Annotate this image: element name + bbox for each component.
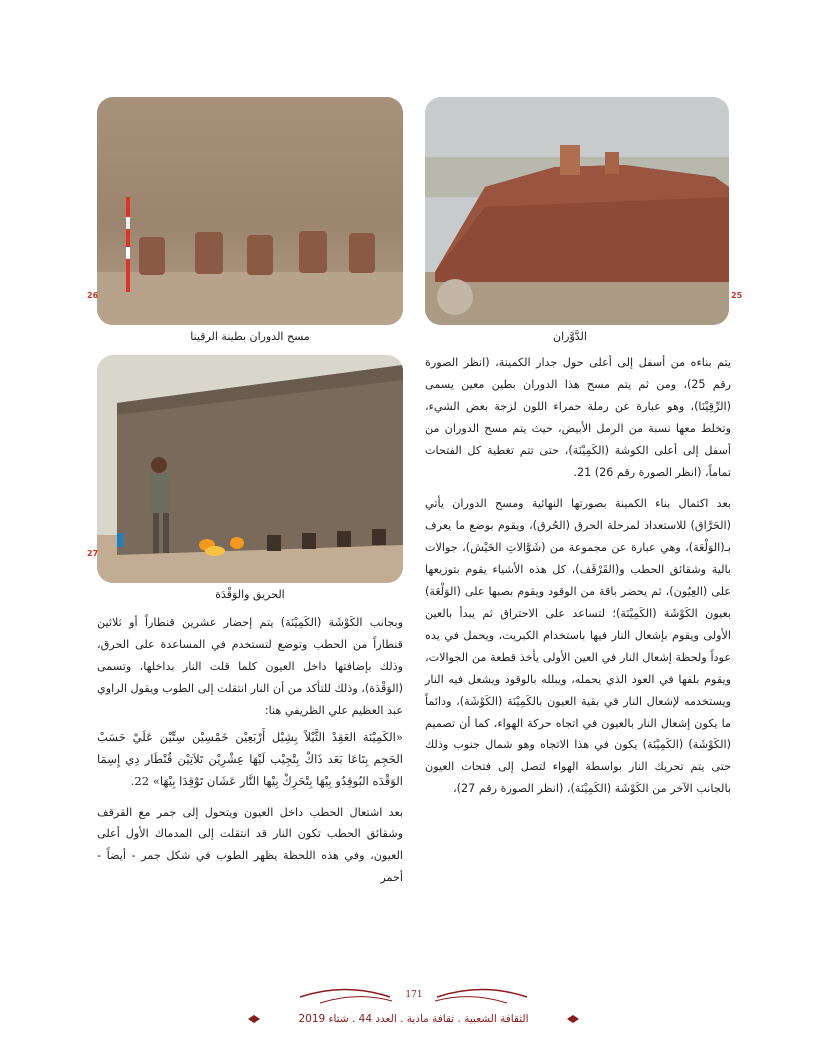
narrator-quote: «الكَمِيْنَة العَقِدْ الثَّيْلاً بِشِيْل أَرْبَعِيْن خَمْسِيْن سِتِّيْن عَلَيْ حَسَبْ الحَجِم بِتَاعَا بَعَد ذَاكْ بِتْجِيْب لَيْهَا عِشْرِيْن تَلاَتِيْن قُنْطَار دِي إِسِمَا الوَقْدَه البُوقِدُو بِيْهَا بِتْحَرِكْ بِيْها النَّار عَشَان تَوْقِدَا بِيْهَا» 22. [97,729,403,788]
paragraph-wakda: وبجانب الكَوْشَة (الكَمِيْنَة) يتم إحضار عشرين قنطاراً أو ثلاثين قنطاراً من الحطب وتوضع لتستخدم في المساعدة على الحرق، وذلك بإضافتها داخل العيون كلما قلت النار بداخلها، وتسمى (الوَقْدَة)، وذلك للتأكد من أن النار انتقلت إلى الطوب ويقول الراوي عبد العظيم علي الظريفي هنا: [97,616,403,717]
paragraph-burning-process: بعد اكتمال بناء الكمينة بصورتها النهائية ومسح الدوران يأتي (الحَرَّاق) للاستعداد لمرحلة الحرق (الحُرق)، ويقوم بوضع ما يعرف بـ(الوَلْعَة)، وهي عبارة عن مجموعة من (شَوَّالاتِ الخَيْش)، جوالات بالية وشقائق الحطب و(القَرْقَف)، كل هذه الأشياء يقوم بتوزيعها على (العِيُون)، ثم يحضر باقة من الوقود ويقوم بصبها على (الوَلْعَة) بعيون الكَوْشَة (الكَمِيْنَة)؛ لتساعد على الاحتراق ثم يبدأ بالعين الأولى ويقوم بإشعال النار فيها باستخدام الكبريت، ويحمل في يده عوداً ولحظة إشعال النار في العين الأولى يأخذ قطعة من الجوالات، ويقوم بلفها في العود الذي يحمله، ويبلله بالوقود ويشعل فيه النار ويستخدمه لإشعال النار في بقية العيون بالكَمِيْنَة (الكَوْشَة)، ودائماً ما يكون إشعال النار بالعيون في اتجاه حركة الهواء، كما أن تصميم (الكَوْشَة) (الكَمِيْنَة) يكون في هذا الاتجاه وهو شمال جنوب وذلك حتى يتم تحريك النار بواسطة الهواء لتصل إلى فتحات العيون بالجانب الآخر من الكَوْشَة (الكَمِيْنَة)، (انظر الصورة رقم 27)، [425,497,731,796]
caption-photo-26: مسح الدوران بطينة الرقينا [190,330,310,343]
photo-27-burning-wakda [97,355,403,583]
footer-journal-info: الثقافة الشعبية . ثقافة مادية . العدد 44 . شتاء 2019 [298,1013,529,1025]
caption-photo-25: الدَّوَّران [553,330,587,343]
photo-25-dawwaran [425,97,729,325]
paragraph-dawwaran-coating: يتم بناءه من أسفل إلى أعلى حول جدار الكمينة، (انظر الصورة رقم 25)، ومن ثم يتم مسح هذا الدوران بطين معين يسمى (الرِّقِيْنَا)، وهو عبارة عن رملة حمراء اللون لزجة بعض الشيء، وتخلط معها نسبة من الرمل الأبيض، حيث يتم مسح الدوران من أسفل إلى أعلى الكوشة (الكَمِيْنَة)، حتى تتم تغطية كل الفتحات تماماً، (انظر الصورة رقم 26) 21. [425,356,731,479]
right-text-column [425,352,731,800]
left-text-column [97,612,403,889]
figure-number-27: 27 [87,549,99,558]
figure-number-26: 26 [87,291,99,300]
caption-photo-27: الحريق والوَقْدَة [215,588,285,601]
paragraph-ember-stage: بعد اشتعال الحطب داخل العيون ويتحول إلى جمر مع القرقف وشقائق الحطب تكون النار قد انتقلت إلى المدماك الأول أعلى العيون، وفي هذه اللحظة يظهر الطوب في شكل جمر - أيضاً - أحمر [97,805,403,885]
page-number: 171 [405,990,423,1000]
figure-number-25: 25 [731,291,743,300]
photo-26-rukina-coating [97,97,403,325]
